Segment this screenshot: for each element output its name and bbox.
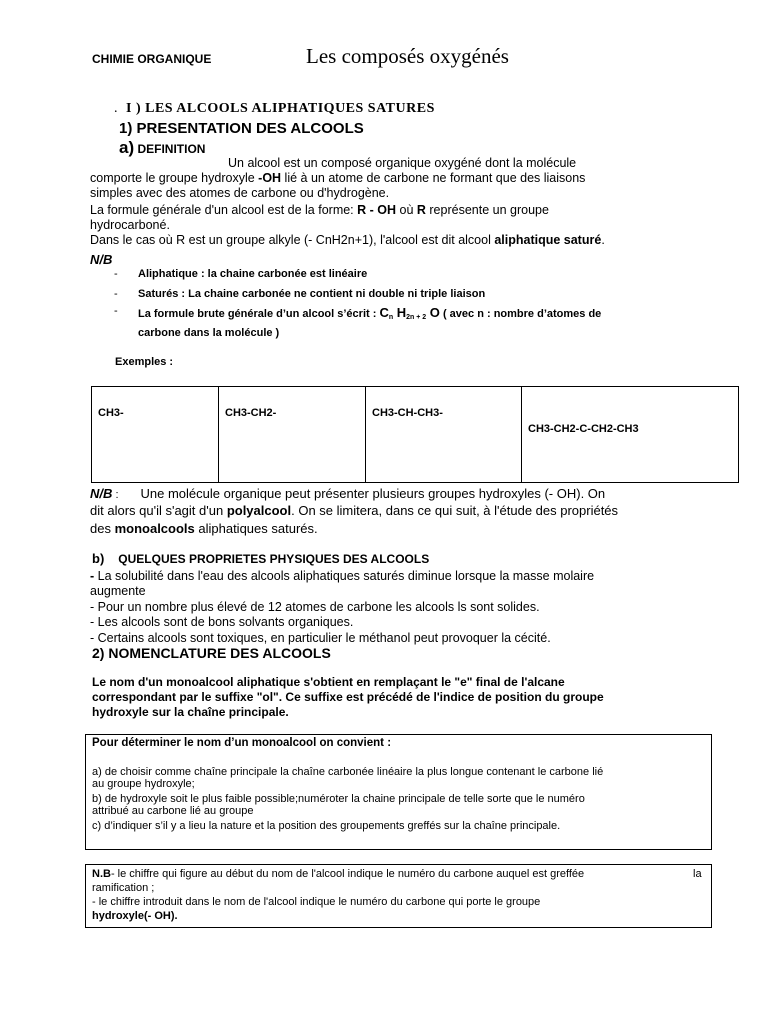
property-1 bbox=[90, 569, 594, 585]
nb2-line-1 bbox=[90, 486, 605, 504]
nb2-sep: : bbox=[112, 489, 119, 501]
bullet-dash: - bbox=[114, 268, 118, 280]
subsection-a-title: DEFINITION bbox=[137, 142, 206, 156]
subsection-a-letter: a) bbox=[119, 138, 135, 157]
box1-title: Pour déterminer le nom d’un monoalcool on convient : bbox=[92, 737, 392, 749]
bullet-text bbox=[138, 305, 601, 321]
bullet-dash: - bbox=[114, 305, 118, 317]
box2-line-1 bbox=[92, 869, 584, 881]
table-cell: CH3-CH2-C-CH2-CH3 bbox=[522, 387, 739, 483]
box2-line-1-end: la bbox=[693, 868, 702, 880]
def-bold-formula: R - OH bbox=[357, 203, 397, 217]
box2-line-2: ramification ; bbox=[92, 882, 155, 894]
nb2-text: des bbox=[90, 521, 115, 536]
def-text: représente un groupe bbox=[425, 203, 549, 217]
nb2-line-2 bbox=[90, 503, 618, 519]
section-1-title: I ) LES ALCOOLS ALIPHATIQUES SATURES bbox=[126, 101, 435, 116]
formula-o: O bbox=[426, 305, 440, 320]
box1-item-b: b) de hydroxyle soit le plus faible possible;numéroter la chaine principale de telle sorte que le numéro bbox=[92, 793, 585, 805]
formula-note: ( avec n : nombre d’atomes de bbox=[439, 308, 602, 320]
section-1-heading bbox=[114, 101, 435, 117]
nb2-text: Une molécule organique peut présenter plusieurs groupes hydroxyles (- OH). On bbox=[140, 486, 606, 501]
definition-line-4 bbox=[90, 203, 549, 219]
definition-line-2 bbox=[90, 171, 585, 187]
box1-item-a: a) de choisir comme chaîne principale la chaîne carbonée linéaire la plus longue contenant le carbone lié bbox=[92, 766, 604, 778]
nb2-bold-polyalcool: polyalcool bbox=[226, 503, 292, 518]
table-cell: CH3- bbox=[92, 387, 219, 483]
property-3: - Les alcools sont de bons solvants organiques. bbox=[90, 615, 354, 629]
property-2: - Pour un nombre plus élevé de 12 atomes de carbone les alcools ls sont solides. bbox=[90, 600, 540, 614]
definition-line-1: Un alcool est un composé organique oxygéné dont la molécule bbox=[228, 156, 577, 170]
formula-intro: La formule brute générale d’un alcool s’écrit : bbox=[138, 308, 380, 320]
examples-table bbox=[91, 386, 739, 483]
naming-conventions-box bbox=[85, 734, 712, 850]
nb2-line-3 bbox=[90, 521, 318, 537]
subject-label: CHIMIE ORGANIQUE bbox=[92, 52, 212, 66]
formula-h: H bbox=[393, 305, 407, 320]
subsection-b-title: QUELQUES PROPRIETES PHYSIQUES DES ALCOOLS bbox=[118, 552, 430, 566]
property-text: La solubilité dans l'eau des alcools aliphatiques saturés diminue lorsque la masse molaire bbox=[94, 569, 595, 583]
def-text: comporte le groupe hydroxyle bbox=[90, 171, 259, 185]
property-4: - Certains alcools sont toxiques, en particulier le méthanol peut provoquer la cécité. bbox=[90, 631, 551, 645]
subsection-b-letter: b) bbox=[92, 551, 105, 566]
definition-line-3: simples avec des atomes de carbone ou d'hydrogène. bbox=[90, 186, 390, 200]
def-bold-r: R bbox=[416, 203, 426, 217]
nb-numbering-box bbox=[85, 864, 712, 928]
bullet-text: carbone dans la molécule ) bbox=[138, 327, 280, 339]
subsection-properties bbox=[92, 551, 429, 566]
box2-line-3: - le chiffre introduit dans le nom de l'alcool indique le numéro du carbone qui porte le groupe bbox=[92, 896, 541, 908]
box2-text: - le chiffre qui figure au début du nom de l'alcool indique le numéro du carbone auquel est greffée bbox=[110, 868, 585, 880]
nb2-bold-monoalcools: monoalcools bbox=[114, 521, 195, 536]
formula-c: C bbox=[379, 305, 389, 320]
formula-n: n bbox=[388, 314, 394, 321]
def-text: où bbox=[396, 203, 417, 217]
subsection-presentation: 1) PRESENTATION DES ALCOOLS bbox=[119, 120, 364, 137]
naming-rule-line-3: hydroxyle sur la chaîne principale. bbox=[92, 705, 289, 719]
section-2-heading: 2) NOMENCLATURE DES ALCOOLS bbox=[92, 645, 331, 661]
def-bold-oh: -OH bbox=[258, 171, 282, 185]
naming-rule-line-1: Le nom d'un monoalcool aliphatique s'obtient en remplaçant le "e" final de l'alcane bbox=[92, 675, 565, 689]
nb-label: N/B bbox=[90, 252, 113, 267]
def-text: lié à un atome de carbone ne formant que des liaisons bbox=[281, 171, 586, 185]
box1-item-b-cont: attribué au carbone lié au groupe bbox=[92, 805, 254, 817]
bullet-text: Saturés : La chaine carbonée ne contient ni double ni triple liaison bbox=[138, 288, 486, 300]
nb2-text: aliphatiques saturés. bbox=[194, 521, 318, 536]
examples-label: Exemples : bbox=[115, 356, 174, 368]
bullet-text: Aliphatique : la chaine carbonée est linéaire bbox=[138, 268, 368, 280]
formula-2n2: 2n + 2 bbox=[406, 314, 427, 321]
property-dash: - bbox=[90, 569, 95, 583]
def-bold-aliphatic: aliphatique saturé bbox=[494, 233, 602, 247]
def-text: La formule générale d'un alcool est de la forme: bbox=[90, 203, 358, 217]
section-1-dot: . bbox=[114, 101, 118, 116]
nb2-text: dit alors qu'il s'agit d'un bbox=[90, 503, 227, 518]
bullet-dash: - bbox=[114, 288, 118, 300]
naming-rule-line-2: correspondant par le suffixe "ol". Ce suffixe est précédé de l'indice de position du groupe bbox=[92, 690, 604, 704]
def-text: Dans le cas où R est un groupe alkyle (- CnH2n+1), l'alcool est dit alcool bbox=[90, 233, 495, 247]
table-cell: CH3-CH-CH3- bbox=[366, 387, 522, 483]
nb2-label: N/B bbox=[90, 486, 113, 501]
box1-item-c: c) d’indiquer s’il y a lieu la nature et la position des groupements greffés sur la chaîne principale. bbox=[92, 820, 561, 832]
def-text: . bbox=[601, 233, 605, 247]
definition-line-5: hydrocarboné. bbox=[90, 218, 170, 232]
page-title: Les composés oxygénés bbox=[306, 44, 509, 68]
box1-item-a-cont: au groupe hydroxyle; bbox=[92, 778, 195, 790]
box2-label: N.B bbox=[92, 868, 111, 880]
definition-line-6 bbox=[90, 233, 605, 249]
property-1-cont: augmente bbox=[90, 584, 146, 598]
table-cell: CH3-CH2- bbox=[219, 387, 366, 483]
subsection-definition bbox=[119, 138, 205, 158]
table-row bbox=[92, 387, 739, 483]
box2-line-4: hydroxyle(- OH). bbox=[92, 910, 178, 922]
nb2-text: . On se limitera, dans ce qui suit, à l'étude des propriétés bbox=[291, 503, 619, 518]
